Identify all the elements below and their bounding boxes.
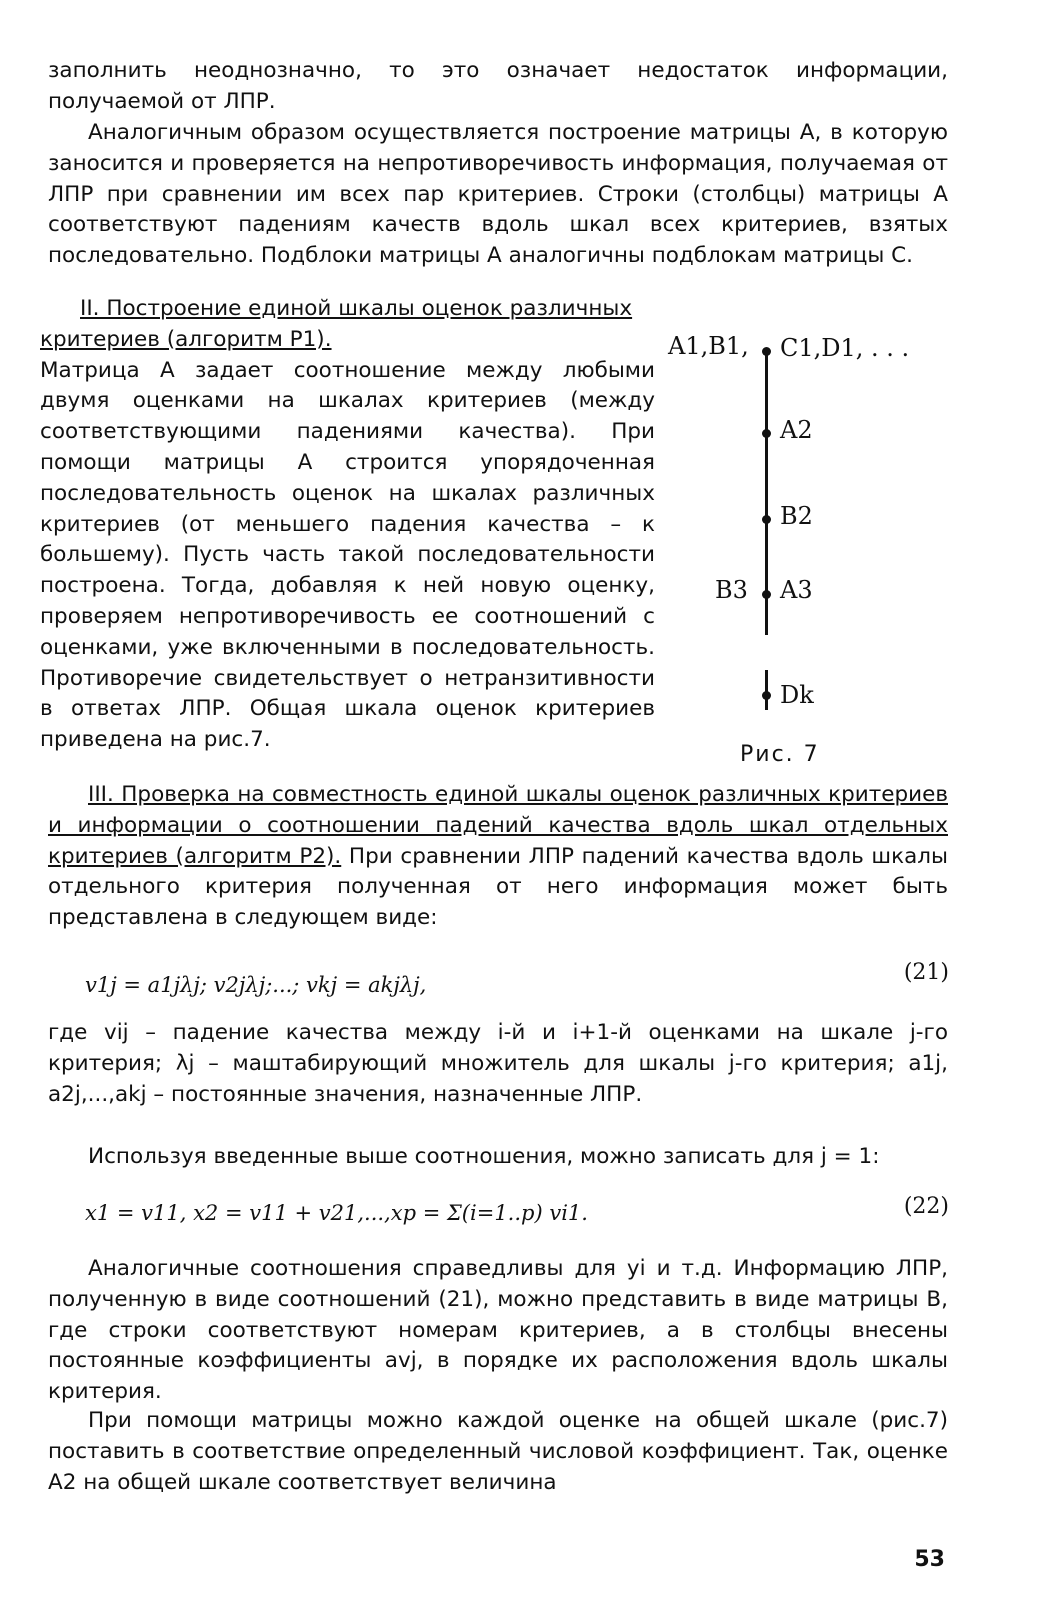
- scale-point: [762, 515, 771, 524]
- equation-21-number: (21): [903, 960, 949, 985]
- equation-22: x1 = v11, x2 = v11 + v21,...,xp = Σ(i=1..p) vi1.: [85, 1201, 588, 1225]
- equation-21: v1j = a1jλj; v2jλj;...; vkj = akjλj,: [85, 973, 427, 997]
- page-number: 53: [914, 1547, 945, 1572]
- paragraph-using: Используя введенные выше соотношения, можно записать для j = 1:: [88, 1144, 880, 1169]
- figure-label-dk: Dk: [780, 681, 814, 709]
- equation-22-number: (22): [903, 1194, 949, 1219]
- section-3-heading: III. Проверка на совместность единой шкалы оценок различных критериев и информации о соотношении падений качества вдоль шкал отдельных критериев (алгоритм P2).: [48, 782, 948, 869]
- figure-label-b3: B3: [715, 576, 748, 604]
- figure-label-a2: A2: [780, 416, 813, 444]
- figure-label-b2: B2: [780, 502, 813, 530]
- scale-point: [762, 347, 771, 356]
- figure-label-a1b1: A1,B1,: [668, 332, 749, 360]
- figure-label-a3: A3: [780, 576, 813, 604]
- figure-7: [660, 325, 960, 775]
- scale-point: [762, 429, 771, 438]
- section-3: [48, 780, 948, 934]
- section-3-body: При сравнении ЛПР падений качества вдоль шкалы отдельного критерия полученная от него информация может быть представлена в следующем виде:: [48, 843, 948, 931]
- paragraph-continuation: заполнить неоднозначно, то это означает недостаток информации, получаемой от ЛПР.: [48, 58, 948, 114]
- scale-point: [762, 691, 771, 700]
- figure-label-c1d1: C1,D1, . . .: [780, 334, 910, 362]
- scale-point: [762, 590, 771, 599]
- paragraph-analog: Аналогичные соотношения справедливы для yi и т.д. Информацию ЛПР, полученную в виде соотношений (21), можно представить в виде матрицы В, где строки соответствуют номерам критериев, а в столбцы внесены постоянные коэффициенты avj, в порядке их расположения вдоль шкалы критерия.: [48, 1256, 948, 1405]
- section-2: [40, 294, 655, 756]
- section-2-body: Матрица А задает соотношение между любыми двумя оценками на шкалах критериев (между соответствующими падениями качества). При помощи матрицы А строится упорядоченная последовательность оценок на шкалах различных критериев (от меньшего падения качества – к большему). Пусть часть такой последовательности построена. Тогда, добавляя к ней новую оценку, проверяем непротиворечивость ее соотношений с оценками, уже включенными в последовательность. Противоречие свидетельствует о нетранзитивности в ответах ЛПР. Общая шкала оценок критериев приведена на рис.7.: [40, 357, 655, 753]
- paragraph-matrix-a: Аналогичным образом осуществляется построение матрицы А, в которую заносится и проверяется на непротиворечивость информация, получаемая от ЛПР при сравнении им всех пар критериев. Строки (столбцы) матрицы А соответствуют падениям качеств вдоль шкал всех критериев, взятых последовательно. Подблоки матрицы А аналогичны подблокам матрицы С.: [48, 120, 948, 269]
- paragraph-last: При помощи матрицы можно каждой оценке на общей шкале (рис.7) поставить в соответствие определенный числовой коэффициент. Так, оценке A2 на общей шкале соответствует величина: [48, 1408, 948, 1495]
- figure-caption: Рис. 7: [740, 742, 820, 767]
- scale-axis-end: [765, 670, 768, 710]
- paragraph-where: где vij – падение качества между i-й и i+1-й оценками на шкале j-го критерия; λj – маштабирующий множитель для шкалы j-го критерия; a1j, a2j,...,akj – постоянные значения, назначенные ЛПР.: [48, 1020, 948, 1107]
- section-2-heading: II. Построение единой шкалы оценок различных критериев (алгоритм P1).: [40, 296, 633, 352]
